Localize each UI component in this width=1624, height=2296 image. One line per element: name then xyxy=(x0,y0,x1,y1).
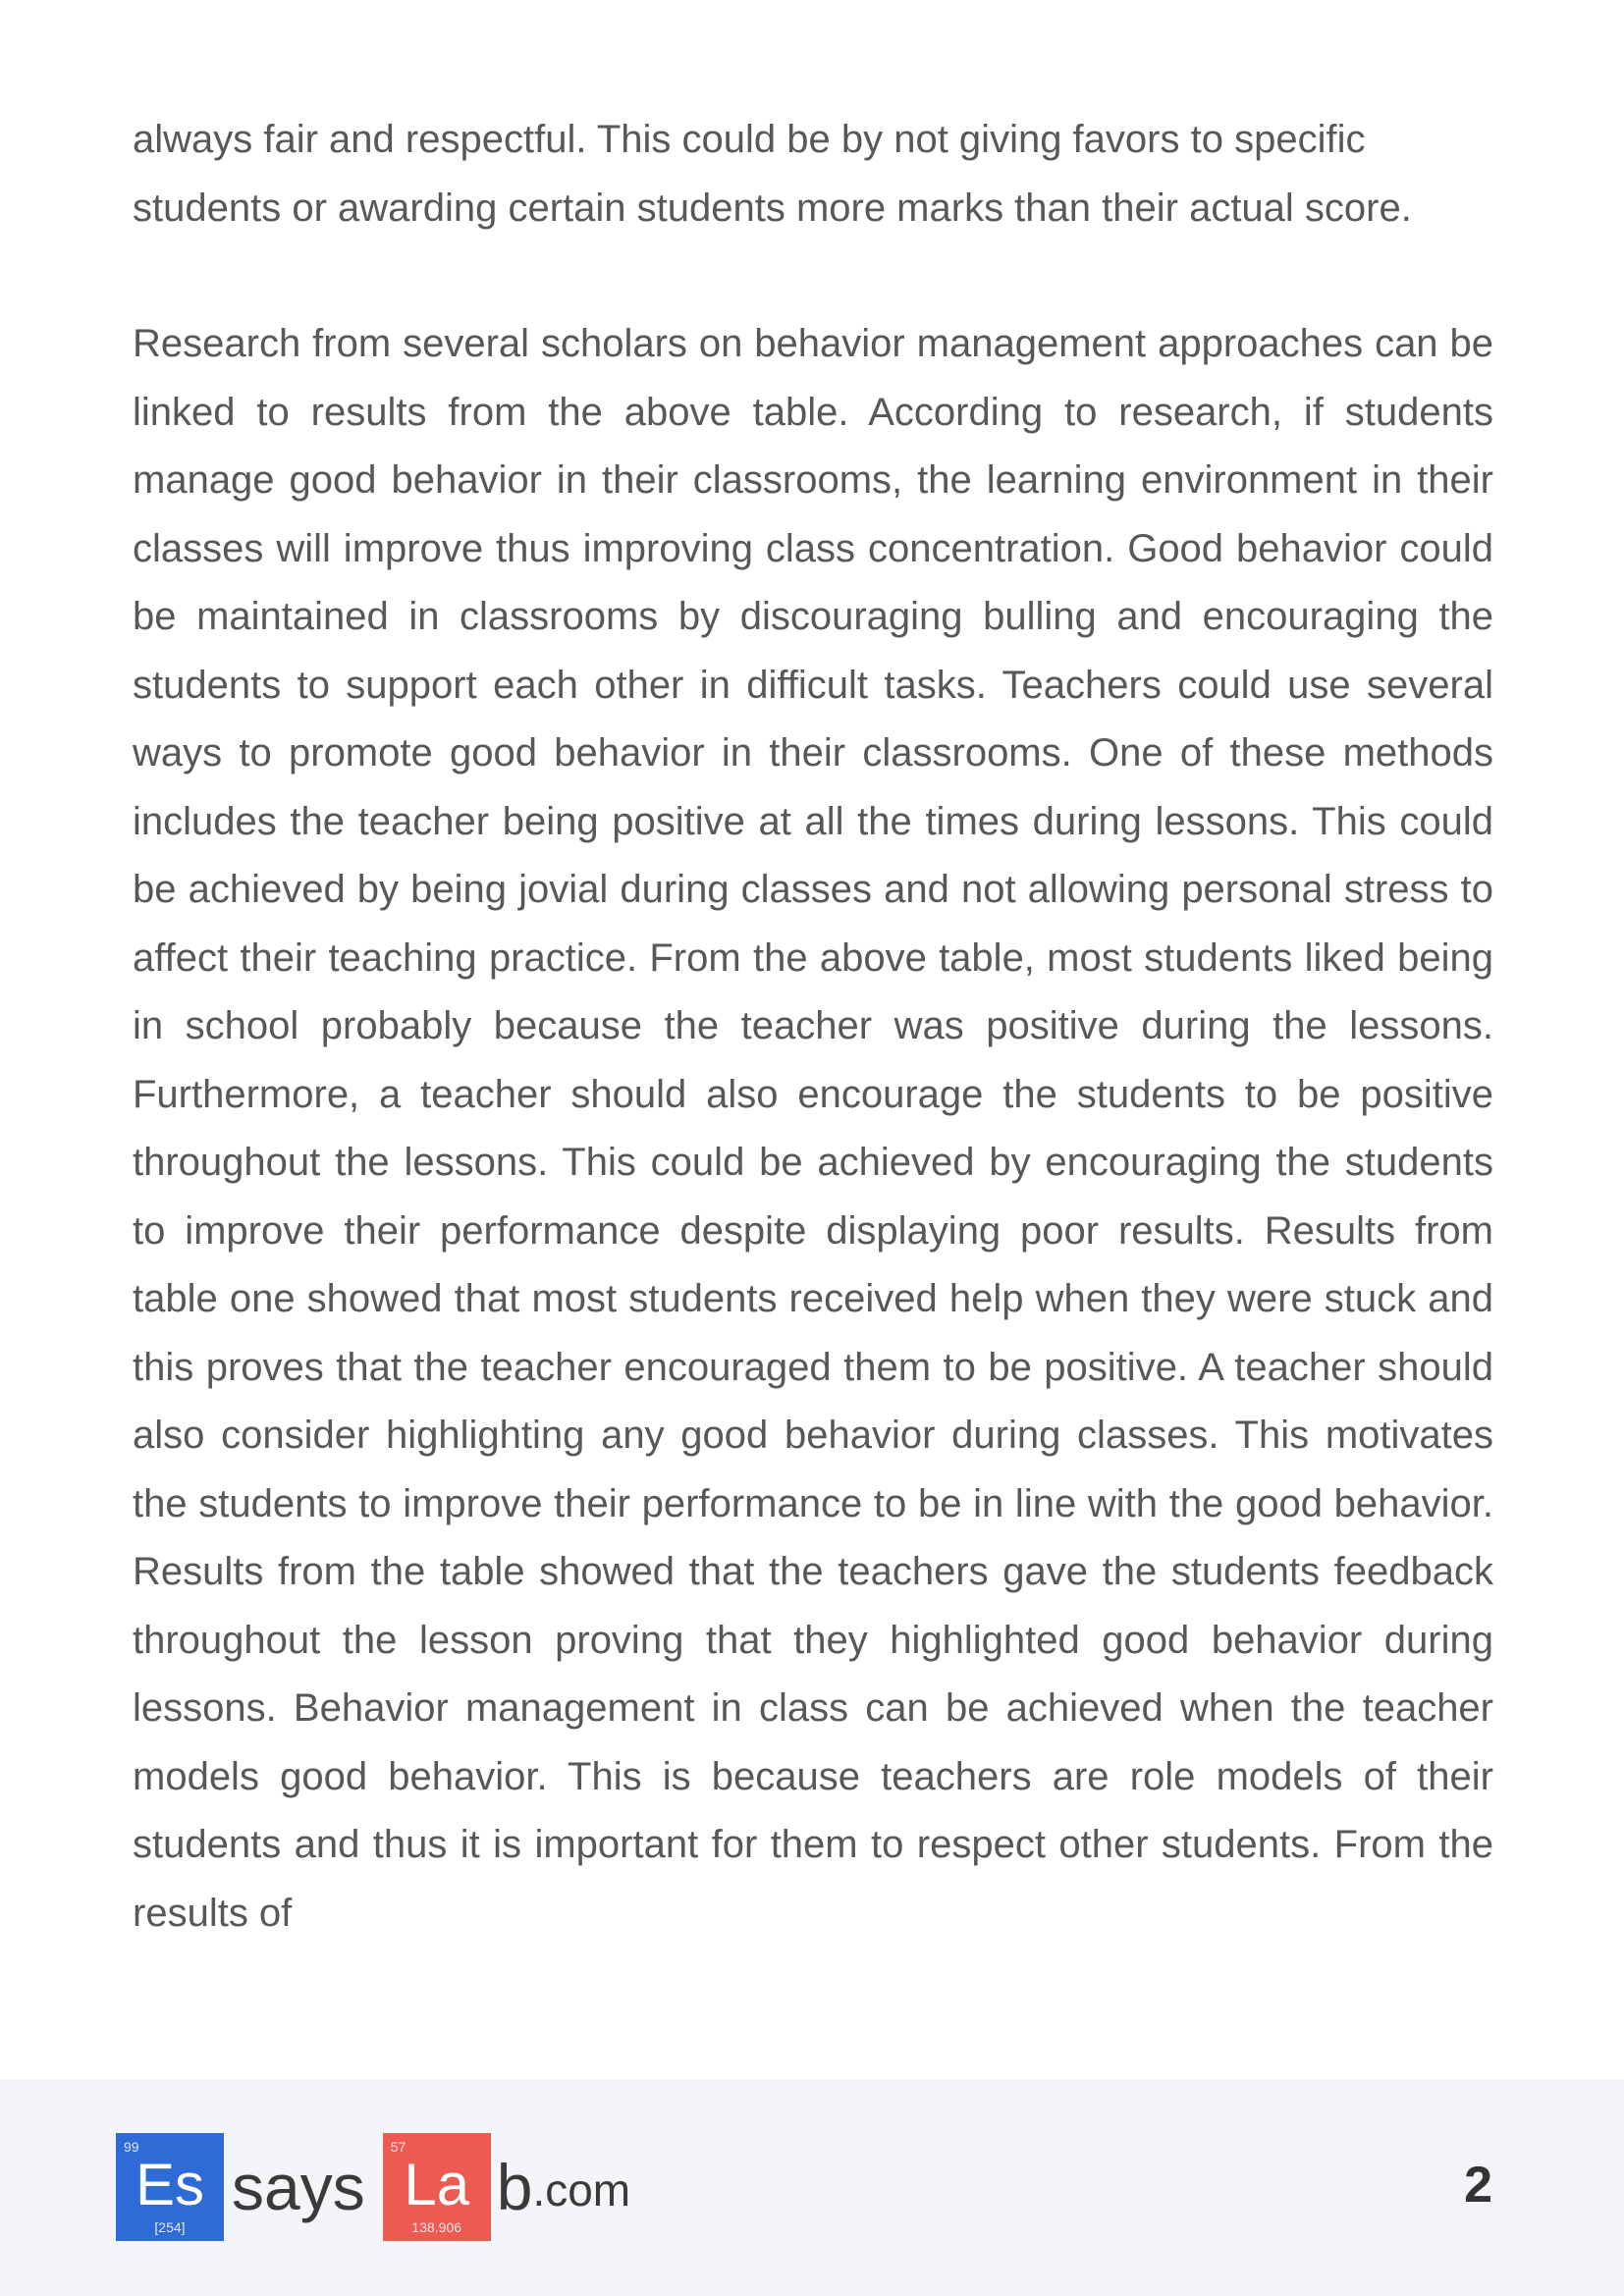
paragraph-behavior-management: Research from several scholars on behavior management approaches can be linked to results from the above table. According to research, if students manage good behavior in their classrooms, the learning environment in their classes will improve thus improving class concentration. Good behavior could be maintained in classrooms by discouraging bulling and encouraging the students to support each other in difficult tasks. Teachers could use several ways to promote good behavior in their classrooms. One of these methods includes the teacher being positive at all the times during lessons. This could be achieved by being jovial during classes and not allowing personal stress to affect their teaching practice. From the above table, most students liked being in school probably because the teacher was positive during the lessons. Furthermore, a teacher should also encourage the students to be positive throughout the lessons. This could be achieved by encouraging the students to improve their performance despite displaying poor results. Results from table one showed that most students received help when they were stuck and this proves that the teacher encouraged them to be positive. A teacher should also consider highlighting any good behavior during classes. This motivates the students to improve their performance to be in line with the good behavior. Results from the table showed that the teachers gave the students feedback throughout the lesson proving that they highlighted good behavior during lessons. Behavior management in class can be achieved when the teacher models good behavior. This is because teachers are role models of their students and thus it is important for them to respect other students. From the results of xyxy=(133,322,1493,1935)
paragraph-continuation xyxy=(133,106,1493,242)
logo-tile-es-mass: [254] xyxy=(154,2219,186,2235)
logo-word-b: b xyxy=(496,2151,533,2223)
text-line: students or awarding certain students more marks than their actual score. xyxy=(133,186,1412,230)
logo-word-says: says xyxy=(232,2151,365,2223)
logo-tile-la xyxy=(383,2133,491,2241)
page-footer xyxy=(0,2079,1624,2296)
logo-tile-la-mass: 138.906 xyxy=(411,2219,462,2235)
page-number: 2 xyxy=(1464,2157,1492,2214)
text-line: always fair and respectful. This could be by not giving favors to specific xyxy=(133,118,1366,161)
logo-tile-es xyxy=(116,2133,224,2241)
logo-tile-la-number: 57 xyxy=(390,2139,406,2155)
logo-tile-es-symbol: Es xyxy=(135,2152,205,2217)
logo-tile-la-symbol: La xyxy=(404,2152,470,2217)
logo-tile-es-number: 99 xyxy=(124,2139,139,2155)
document-body xyxy=(133,106,1493,1948)
essayslab-logo[interactable] xyxy=(116,2133,630,2241)
logo-word-com: .com xyxy=(532,2164,631,2216)
